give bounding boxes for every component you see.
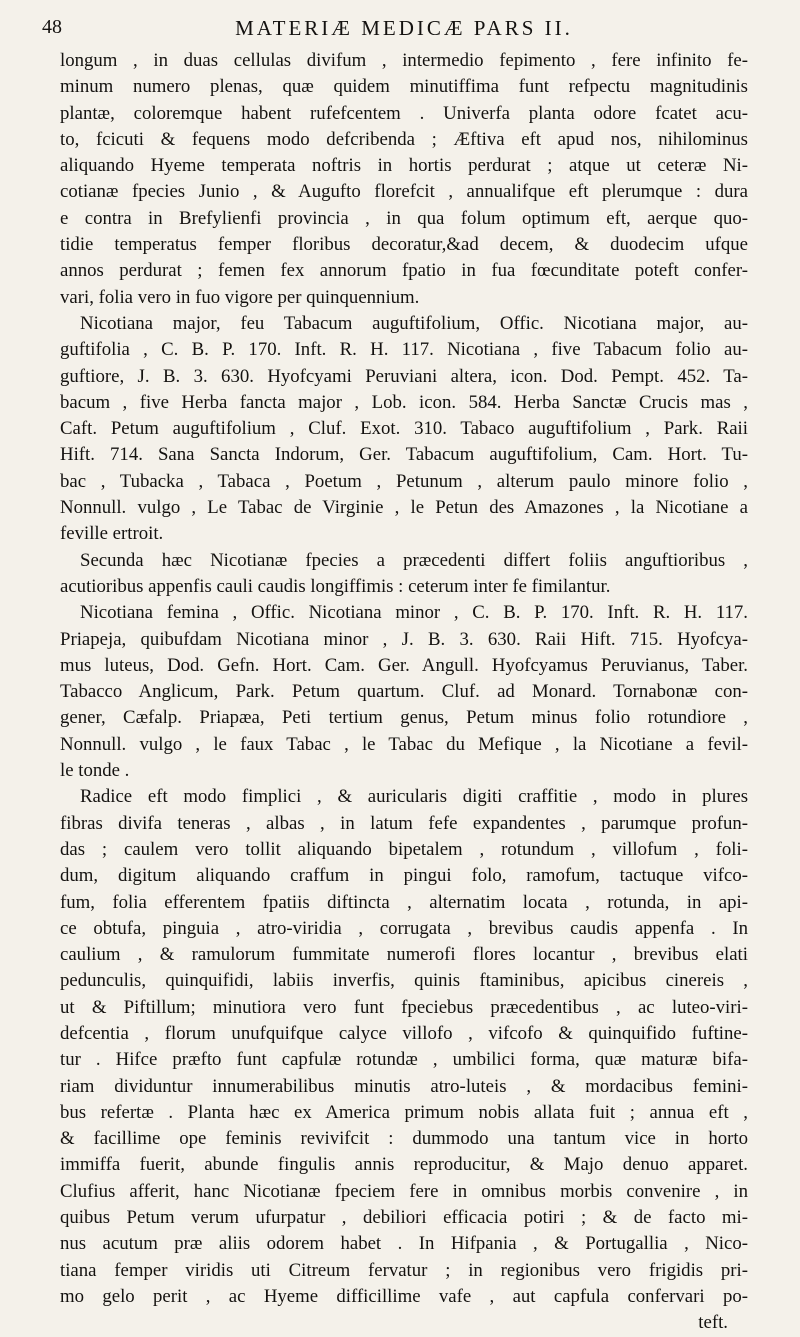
- text-line: das ; caulem vero tollit aliquando bipetalem , rotundum , villofum , foli-: [60, 838, 748, 860]
- text-line: riam dividuntur innumerabilibus minutis atro-luteis , & mordacibus femini-: [60, 1075, 748, 1097]
- page-header: [42, 14, 748, 44]
- text-line: Secunda hæc Nicotianæ fpecies a præcedenti differt foliis anguftioribus ,: [80, 549, 748, 571]
- text-line: bus refertæ . Planta hæc ex America primum nobis allata fuit ; annua eft ,: [60, 1101, 748, 1123]
- text-line: annos perdurat ; femen fex annorum fpatio in fua fœcunditate poteft confer-: [60, 260, 748, 282]
- text-line: Nonnull. vulgo , le faux Tabac , le Tabac du Mefique , la Nicotiane a fevil-: [60, 733, 748, 755]
- text-line: aliquando Hyeme temperata noftris in hortis perdurat ; atque ut ceteræ Ni-: [60, 155, 748, 177]
- text-line: ut & Piftillum; minutiora vero funt fpeciebus præcedentibus , ac luteo-viri-: [60, 996, 748, 1018]
- text-line: fibras divifa teneras , albas , in latum fefe expandentes , parumque profun-: [60, 812, 748, 834]
- running-title: MATERIÆ MEDICÆ PARS II.: [235, 16, 573, 40]
- text-line: teft.: [698, 1312, 728, 1334]
- text-line: bacum , five Herba fancta major , Lob. icon. 584. Herba Sanctæ Crucis mas ,: [60, 391, 748, 413]
- body-text: [60, 48, 748, 1337]
- text-line: dum, digitum aliquando craffum in pingui folo, ramofum, tactuque vifco-: [60, 865, 748, 887]
- text-line: ce obtufa, pinguia , atro-viridia , corrugata , brevibus caudis appenfa . In: [60, 917, 748, 939]
- text-line: quibus Petum verum ufurpatur , debiliori efficacia potiri ; & de facto mi-: [60, 1207, 748, 1229]
- text-line: Nicotiana major, feu Tabacum auguftifolium, Offic. Nicotiana major, au-: [80, 312, 748, 334]
- text-line: to, fcicuti & fequens modo defcribenda ; Æftiva eft apud nos, nihilominus: [60, 128, 748, 150]
- text-line: tiana femper viridis uti Citreum fervatur ; in regionibus vero frigidis pri-: [60, 1259, 748, 1281]
- text-line: Clufius afferit, hanc Nicotianæ fpeciem fere in omnibus morbis convenire , in: [60, 1180, 748, 1202]
- text-line: Hift. 714. Sana Sancta Indorum, Ger. Tabacum auguftifolium, Cam. Hort. Tu-: [60, 444, 748, 466]
- text-line: Caft. Petum auguftifolium , Cluf. Exot. 310. Tabaco auguftifolium , Park. Raii: [60, 418, 748, 440]
- text-line: mo gelo perit , ac Hyeme difficillime vafe , aut capfula confervari po-: [60, 1285, 748, 1307]
- text-line: e contra in Brefylienfi provincia , in qua folum optimum eft, aerque quo-: [60, 207, 748, 229]
- text-line: guftifolia , C. B. P. 170. Inft. R. H. 117. Nicotiana , five Tabacum folio au-: [60, 339, 748, 361]
- text-line: Nonnull. vulgo , Le Tabac de Virginie , le Petun des Amazones , la Nicotiane a: [60, 497, 748, 519]
- text-line: defcentia , florum unufquifque calyce villofo , vifcofo & quinquifido fuftine-: [60, 1022, 748, 1044]
- text-line: le tonde .: [60, 760, 130, 782]
- text-line: Tabacco Anglicum, Park. Petum quartum. Cluf. ad Monard. Tornabonæ con-: [60, 681, 748, 703]
- text-line: Radice eft modo fimplici , & auricularis digiti craffitie , modo in plures: [80, 786, 748, 808]
- text-line: nus acutum præ aliis odorem habet . In Hifpania , & Portugallia , Nico-: [60, 1233, 748, 1255]
- text-line: minum numero plenas, quæ quidem minutiffima funt refpectu magnitudinis: [60, 76, 748, 98]
- text-line: fum, folia efferentem fpatiis diftincta , alternatim locata , rotunda, in api-: [60, 891, 748, 913]
- text-line: & facillime ope feminis revivifcit : dummodo una tantum vice in horto: [60, 1128, 748, 1150]
- text-line: longum , in duas cellulas divifum , intermedio fepimento , fere infinito fe-: [60, 50, 748, 71]
- text-line: tidie temperatus femper floribus decoratur,&ad decem, & duodecim ufque: [60, 234, 748, 256]
- text-line: mus luteus, Dod. Gefn. Hort. Cam. Ger. Angull. Hyofcyamus Peruvianus, Taber.: [60, 654, 748, 676]
- text-line: tur . Hifce præfto funt capfulæ rotundæ , umbilici forma, quæ maturæ bifa-: [60, 1049, 748, 1071]
- text-line: plantæ, coloremque habent rufefcentem . Univerfa planta odore fcatet acu-: [60, 102, 748, 124]
- text-line: guftiore, J. B. 3. 630. Hyofcyami Peruviani altera, icon. Dod. Pempt. 452. Ta-: [60, 365, 748, 387]
- text-line: Priapeja, quibufdam Nicotiana minor , J. B. 3. 630. Raii Hift. 715. Hyofcya-: [60, 628, 748, 650]
- text-line: gener, Cæfalp. Priapæa, Peti tertium genus, Petum minus folio rotundiore ,: [60, 707, 748, 729]
- text-line: acutioribus appenfis cauli caudis longiffimis : ceterum inter fe fimilantur.: [60, 575, 611, 597]
- text-line: cotianæ fpecies Junio , & Augufto florefcit , annualifque eft plerumque : dura: [60, 181, 748, 203]
- text-line: vari, folia vero in fuo vigore per quinquennium.: [60, 286, 420, 308]
- text-line: bac , Tubacka , Tabaca , Poetum , Petunum , alterum paulo minore folio ,: [60, 470, 748, 492]
- text-line: feville ertroit.: [60, 523, 164, 545]
- text-line: pedunculis, quinquifidi, labiis inverfis, quinis ftaminibus, apicibus cinereis ,: [60, 970, 748, 992]
- text-line: immiffa fuerit, abunde fingulis annis reproducitur, & Majo denuo apparet.: [60, 1154, 748, 1176]
- page-number: 48: [42, 16, 62, 38]
- text-line: caulium , & ramulorum fummitate numerofi flores locantur , brevibus elati: [60, 944, 748, 966]
- text-line: Nicotiana femina , Offic. Nicotiana minor , C. B. P. 170. Inft. R. H. 117.: [80, 602, 748, 624]
